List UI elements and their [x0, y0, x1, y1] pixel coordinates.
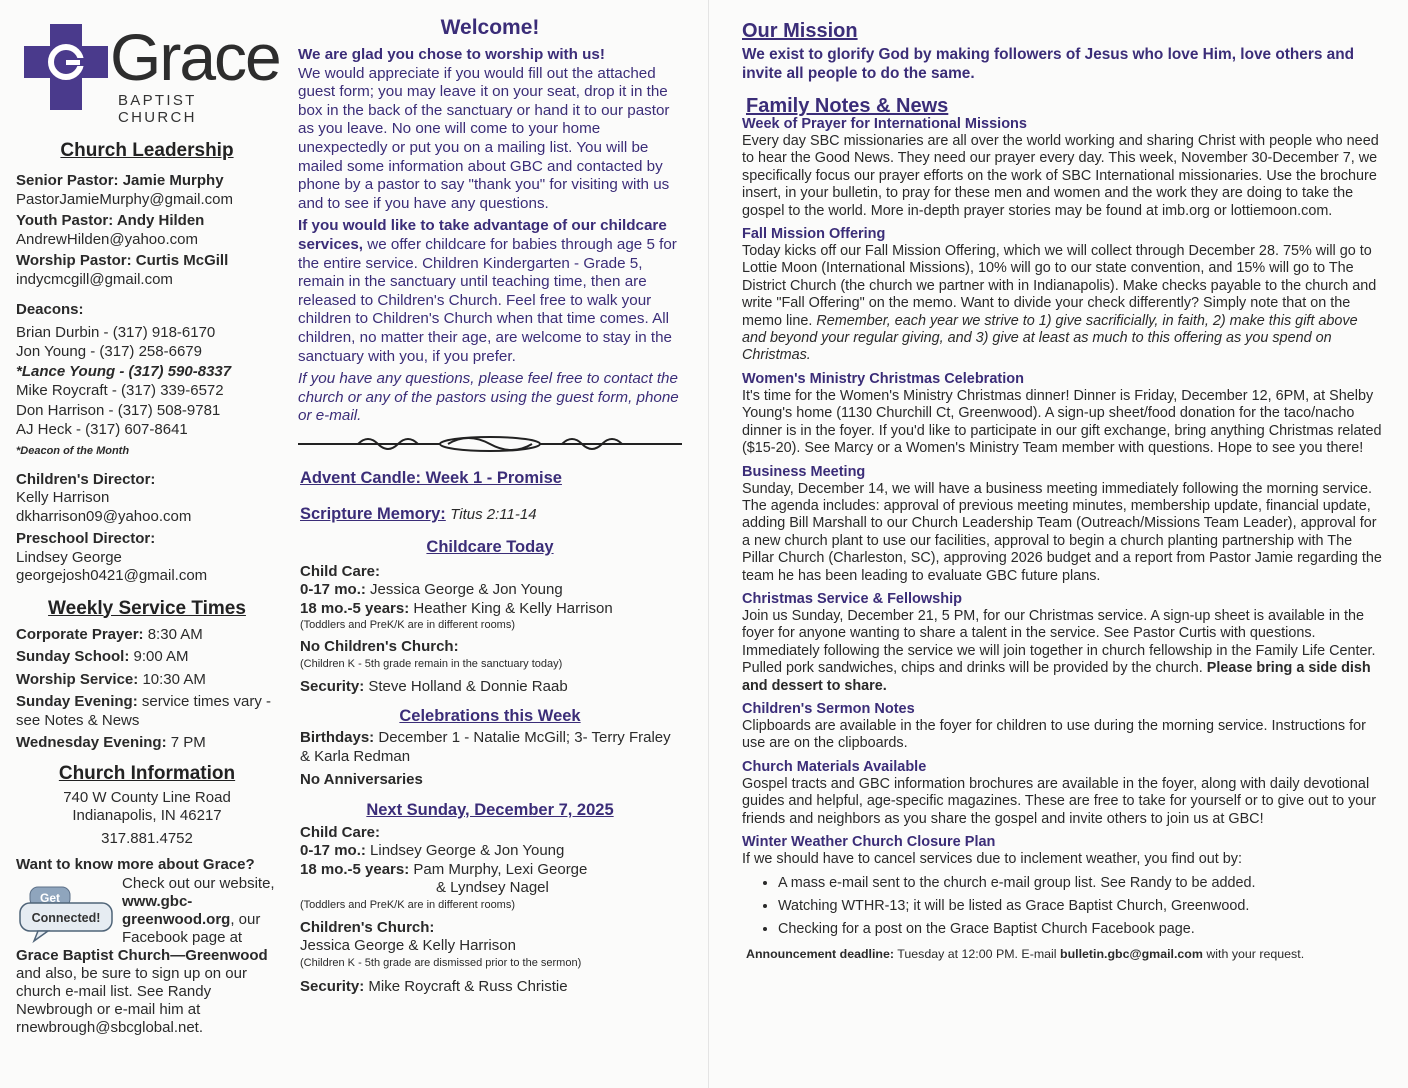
deacon-item: Mike Roycraft - (317) 339-6572: [16, 382, 224, 399]
childcare-infants: 0-17 mo.: Jessica George & Jon Young: [300, 581, 563, 599]
news-item-body: Gospel tracts and GBC information brochures are available in the foyer, along with daily devotional guides and helpful, age-specific magazines. These are free to take for yourself or to give out to your friends and neighbors as you share the gospel and invite others to join us at GBC!: [742, 775, 1377, 827]
news-item-body: Every day SBC missionaries are all over the world working and sharing Christ with people who need to hear the Good News. They need our prayer every day. This week, November 30-December 7, we specifically focus our prayer efforts on the work of SBC International missionaries. Use the brochure insert, in your bulletin, to pray for these men and women and the work they are doing to take the gospel to the world. More in-depth prayer stories may be found at imb.org or lottiemoon.com.: [742, 133, 1379, 219]
service-times-heading: Weekly Service Times: [48, 597, 246, 619]
security-today: Security: Steve Holland & Donnie Raab: [300, 677, 568, 695]
no-childrens-church: No Children's Church:: [300, 638, 459, 656]
news-item-body: Join us Sunday, December 21, 5 PM, for our Christmas service. A sign-up sheet is available in the foyer for anyone wanting to share a talent in the service. See Pastor Curtis with questions. Immediately following the service we will join together in church fellowship in the Family Life Center. Pulled pork sandwiches, chips and drinks will be provided by the church. Please bring a side dish and dessert to share.: [742, 607, 1376, 694]
news-item-body: Clipboards are available in the foyer for children to use during the morning service. Instructions for use are on the clipboards.: [742, 717, 1366, 752]
news-item: [742, 591, 1382, 695]
news-item-title: Business Meeting: [742, 463, 866, 480]
celebrations-heading: Celebrations this Week: [399, 707, 581, 726]
deacon-note: *Deacon of the Month: [16, 444, 130, 457]
childcare-label: Child Care:: [300, 562, 381, 580]
next-sunday: [300, 824, 682, 997]
news-heading: Family Notes & News: [746, 95, 949, 117]
service-time-item: Corporate Prayer: 8:30 AM: [16, 625, 203, 643]
next-cc-note: (Children K - 5th grade are dismissed prior to the sermon): [300, 956, 582, 969]
service-time-item: Sunday School: 9:00 AM: [16, 648, 189, 665]
want-to-know: Want to know more about Grace?: [16, 856, 255, 873]
welcome-block: [298, 46, 682, 426]
mission-heading: Our Mission: [742, 20, 858, 42]
address-line: 740 W County Line Road: [63, 788, 231, 806]
service-time-item: Worship Service: 10:30 AM: [16, 670, 206, 688]
senior-pastor: Senior Pastor: Jamie Murphy: [16, 172, 224, 189]
news-item: [742, 464, 1382, 585]
list-item: • A mass e-mail sent to the church e-mail group list. See Randy to be added.: [778, 872, 1382, 895]
church-address: [16, 789, 278, 849]
facebook-link[interactable]: Grace Baptist Church—Greenwood: [16, 946, 268, 964]
get-connected-badge-icon: [18, 885, 114, 945]
connect-text: Check out our website, www.gbc-greenwood.org, our Facebook page at: [122, 874, 275, 946]
worship-pastor: Worship Pastor: Curtis McGill: [16, 252, 229, 269]
news-item-body: Sunday, December 14, we will have a business meeting immediately following the morning service. The agenda includes: approval of previous meeting minutes, membership update, financial update, adding Bill Marshall to our Church Leadership Team (Outreach/Missions Team Leader), approval for a new church plant to use our facilities, approval to begin a church planting partnership with The Pillar Church (Charleston, SC), approving 2026 budget and a report from Pastor Jamie regarding the team he has been leading to evaluate GBC future plans.: [742, 480, 1382, 584]
service-time-item: Wednesday Evening: 7 PM: [16, 734, 206, 751]
childrens-director-email[interactable]: dkharrison09@yahoo.com: [16, 507, 192, 525]
next-security: Security: Mike Roycraft & Russ Christie: [300, 977, 568, 995]
page-fold: [708, 0, 709, 1088]
news-item-title: Fall Mission Offering: [742, 226, 886, 243]
next-cc: Jessica George & Kelly Harrison: [300, 937, 516, 955]
childcare-paragraph: If you would like to take advantage of our childcare services, we offer childcare for babies through age 5 for the entire service. Children Kindergarten - Grade 5, remain in the sanctuary until teaching time, then are released to Children's Church. Feel free to walk your children to Children's Church when that time comes. All children, no matter their age, are welcome to stay in the sanctuary with you, if you prefer.: [298, 217, 677, 365]
news-item-title: Christmas Service & Fellowship: [742, 590, 962, 607]
scripture-memory: Scripture Memory: Titus 2:11-14: [300, 504, 537, 523]
next-infants: 0-17 mo.: Lindsey George & Jon Young: [300, 842, 565, 860]
address-line: Indianapolis, IN 46217: [72, 806, 222, 824]
next-sunday-heading: Next Sunday, December 7, 2025: [366, 800, 614, 819]
worship-pastor-email[interactable]: indycmcgill@gmail.com: [16, 270, 173, 288]
church-info-heading: Church Information: [58, 762, 236, 784]
childcare-today: [300, 563, 682, 697]
welcome-lead: We are glad you chose to worship with us!: [298, 46, 605, 63]
next-toddlers: 18 mo.-5 years: Pam Murphy, Lexi George: [300, 860, 588, 878]
celebrations: [300, 729, 682, 790]
next-toddlers-cont: & Lyndsey Nagel: [436, 879, 549, 897]
news-item: [742, 371, 1382, 458]
youth-pastor: Youth Pastor: Andy Hilden: [16, 212, 205, 229]
birthdays: Birthdays: December 1 - Natalie McGill; 3- Terry Fraley & Karla Redman: [300, 729, 671, 765]
no-cc-note: (Children K - 5th grade remain in the sanctuary today): [300, 657, 563, 670]
deacon-of-month: *Lance Young - (317) 590-8337: [16, 362, 232, 380]
left-column: [16, 0, 278, 1037]
preschool-director-name: Lindsey George: [16, 548, 122, 566]
pastor-list: [16, 172, 278, 289]
bulletin-email[interactable]: bulletin.gbc@gmail.com: [1060, 947, 1203, 962]
logo-wordmark: Grace: [110, 20, 280, 94]
news-item-body: If we should have to cancel services due to inclement weather, you find out by:: [742, 851, 1242, 867]
right-column: [742, 0, 1382, 961]
childrens-director-name: Kelly Harrison: [16, 489, 110, 506]
next-note: (Toddlers and PreK/K are in different rooms): [300, 898, 516, 911]
news-item: [742, 701, 1382, 753]
news-item-body: Today kicks off our Fall Mission Offering, which we will collect through December 28. 75% will go to Lottie Moon (International Missions), 10% will go to our state convention, and 15% will go to The District Church (the church we partner with in Indianapolis). Make checks payable to the church and write "Fall Offering" on the memo. Want to divide your check differently? Simply note that on the memo line. Remember, each year we strive to 1) give sacrificially, in faith, 2) make this gift above and beyond your regular giving, and 3) give at least as much to this offering as you spend on Christmas.: [742, 243, 1377, 364]
deacon-item: AJ Heck - (317) 607-8641: [16, 421, 188, 438]
list-item: • Watching WTHR-13; it will be listed as Grace Baptist Church, Greenwood.: [778, 895, 1382, 918]
news-item: [742, 759, 1382, 828]
news-item-title: Children's Sermon Notes: [742, 700, 915, 717]
svg-text:Get: Get: [39, 890, 61, 905]
church-phone: 317.881.4752: [101, 829, 193, 847]
list-item: • Checking for a post on the Grace Baptist Church Facebook page.: [778, 918, 1382, 941]
mission-text: We exist to glorify God by making followers of Jesus who love Him, love others and invite all people to do the same.: [742, 46, 1355, 82]
youth-pastor-email[interactable]: AndrewHilden@yahoo.com: [16, 230, 198, 248]
childcare-toddlers: 18 mo.-5 years: Heather King & Kelly Harrison: [300, 599, 613, 617]
news-item: [742, 226, 1382, 365]
senior-pastor-email[interactable]: PastorJamieMurphy@gmail.com: [16, 190, 233, 208]
news-item-body: It's time for the Women's Ministry Christmas dinner! Dinner is Friday, December 12, 6PM, at Shelby Young's home (1130 Churchill Ct, Greenwood). A sign-up sheet/food donation for the taco/nacho dinner is in the foyer. If you'd like to participate in our gift exchange, bring anything Christmas related ($15-20). See Marcy or a Women's Ministry Team member with questions. Hope to see you there!: [742, 387, 1382, 457]
svg-text:Connected!: Connected!: [31, 910, 101, 925]
childrens-director-label: Children's Director:: [16, 470, 156, 488]
ornament-divider-icon: [298, 432, 682, 456]
deacons-label: Deacons:: [16, 301, 84, 318]
news-item-title: Winter Weather Church Closure Plan: [742, 834, 996, 850]
service-times-list: [16, 624, 278, 755]
closure-bullets: [742, 872, 1382, 941]
welcome-paragraph: We would appreciate if you would fill out the attached guest form; you may leave it on your seat, drop it in the box in the back of the sanctuary or hand it to our pastor as you leave. No one will come to your home unexpectedly or put you on a mailing list. You will be mailed some information about GBC and contacted by phone by a pastor to say "thank you" for visiting with us and to see if you have any questions.: [298, 64, 670, 212]
news-item-title: Women's Ministry Christmas Celebration: [742, 370, 1024, 387]
anniversaries: No Anniversaries: [300, 771, 423, 789]
deacon-item: Don Harrison - (317) 508-9781: [16, 401, 221, 419]
deacon-list: [16, 323, 278, 440]
advent-candle: Advent Candle: Week 1 - Promise: [300, 468, 562, 487]
news-item-title: Week of Prayer for International Missions: [742, 116, 1027, 132]
news-item: [742, 834, 1382, 941]
news-item-title: Church Materials Available: [742, 758, 927, 775]
preschool-director-label: Preschool Director:: [16, 530, 156, 547]
welcome-title: Welcome!: [440, 16, 540, 39]
questions-paragraph: If you have any questions, please feel free to contact the church or any of the pastors using the guest form, phone or e-mail.: [298, 370, 679, 425]
next-cc-label: Children's Church:: [300, 918, 435, 936]
next-childcare-label: Child Care:: [300, 823, 381, 841]
childcare-today-heading: Childcare Today: [426, 537, 554, 556]
connect-block: [16, 875, 278, 1037]
cross-logo-icon: [22, 22, 110, 112]
leadership-heading: Church Leadership: [60, 140, 234, 161]
connect-text-cont: Grace Baptist Church—Greenwood and also, be sure to sign up on our church e-mail list. See Randy Newbrough or e-mail him at rnewbrough@sbcglobal.net.: [16, 946, 268, 1036]
preschool-director-email[interactable]: georgejosh0421@gmail.com: [16, 567, 208, 584]
website-link[interactable]: www.gbc-greenwood.org: [122, 892, 231, 928]
deacon-item: Brian Durbin - (317) 918-6170: [16, 323, 216, 341]
announcement-deadline: Announcement deadline: Tuesday at 12:00 PM. E-mail bulletin.gbc@gmail.com with your request.: [746, 947, 1305, 962]
service-time-item: Sunday Evening: service times vary - see Notes & News: [16, 693, 272, 729]
logo-subtitle: BAPTIST CHURCH: [118, 92, 197, 126]
middle-column: [298, 0, 682, 996]
church-logo: [16, 0, 280, 126]
childcare-note: (Toddlers and PreK/K are in different rooms): [300, 619, 516, 632]
news-item: [742, 116, 1382, 220]
deacon-item: Jon Young - (317) 258-6679: [16, 343, 202, 360]
